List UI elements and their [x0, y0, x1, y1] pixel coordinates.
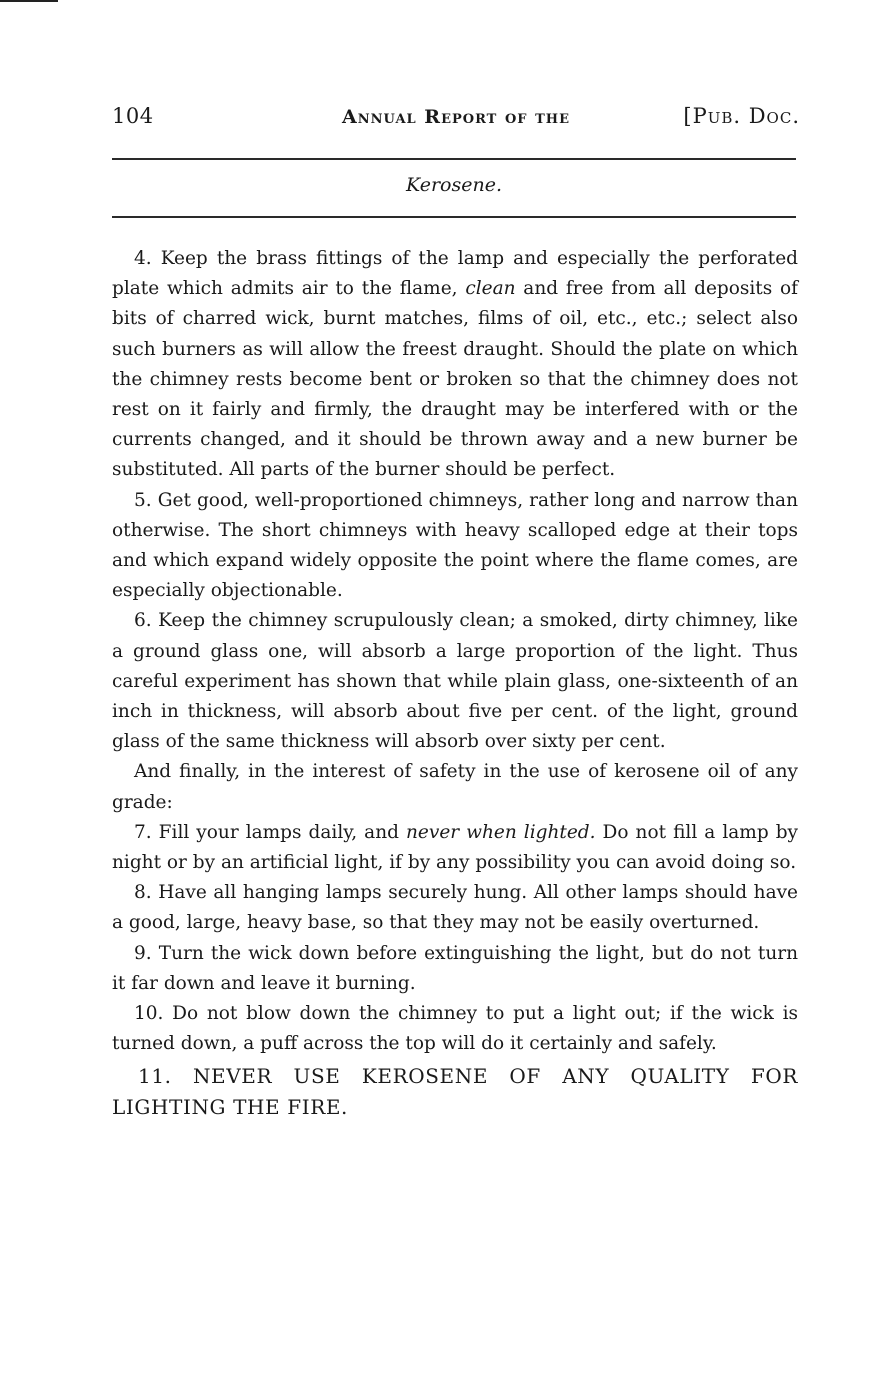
paragraph-6: 6. Keep the chimney scrupulously clean; a smoked, dirty chimney, like a ground glass one, will absorb a large proportion of the light. Thus careful experiment has shown that while plain glass, one-sixteenth of an inch in thickness, will absorb about five per cent. of the light, ground glass of the same thickness will absorb over sixty per cent.: [112, 610, 798, 753]
bottom-rule: [112, 216, 796, 218]
page-number: 104: [112, 104, 154, 128]
body-text: [112, 244, 798, 1123]
publication-label: [Pub. Doc.: [683, 104, 800, 128]
paragraph-9: 9. Turn the wick down before extinguishing the light, but do not turn it far down and leave it burning.: [112, 942, 798, 994]
emphasis-clean: clean: [465, 278, 516, 300]
running-head: [112, 104, 800, 140]
paragraph-7: 7. Fill your lamps daily, and never when lighted. Do not fill a lamp by night or by an artificial light, if by any possibility you can avoid doing so.: [112, 821, 798, 874]
paragraph-5: 5. Get good, well-proportioned chimneys, rather long and narrow than otherwise. The short chimneys with heavy scalloped edge at their tops and which expand widely opposite the point where the flame comes, are especially objectionable.: [112, 489, 798, 602]
section-title: Kerosene.: [406, 174, 502, 196]
running-head-title: Annual Report of the: [342, 106, 570, 128]
paragraph-4: 4. Keep the brass fittings of the lamp and especially the perforated plate which admits air to the flame, clean and free from all deposits of bits of charred wick, burnt matches, films of oil, etc., etc.; select also such burners as will allow the freest draught. Should the plate on which the chimney rests become bent or broken so that the chimney does not rest on it fairly and firmly, the draught may be interfered with or the currents changed, and it should be thrown away and a new burner be substituted. All parts of the burner should be perfect.: [112, 248, 798, 481]
corner-mark: [0, 0, 58, 2]
top-rule: [112, 158, 796, 160]
paragraph-10: 10. Do not blow down the chimney to put a light out; if the wick is turned down, a puff across the top will do it certainly and safely.: [112, 1003, 798, 1055]
paragraph-finally: And finally, in the interest of safety in the use of kerosene oil of any grade:: [112, 761, 798, 813]
paragraph-8: 8. Have all hanging lamps securely hung. All other lamps should have a good, large, heavy base, so that they may not be easily overturned.: [112, 882, 798, 934]
paragraph-11-caps: 11. NEVER USE KEROSENE OF ANY QUALITY FOR LIGHTING THE FIRE.: [112, 1064, 798, 1120]
emphasis-never-when-lighted: never when lighted.: [406, 821, 596, 843]
